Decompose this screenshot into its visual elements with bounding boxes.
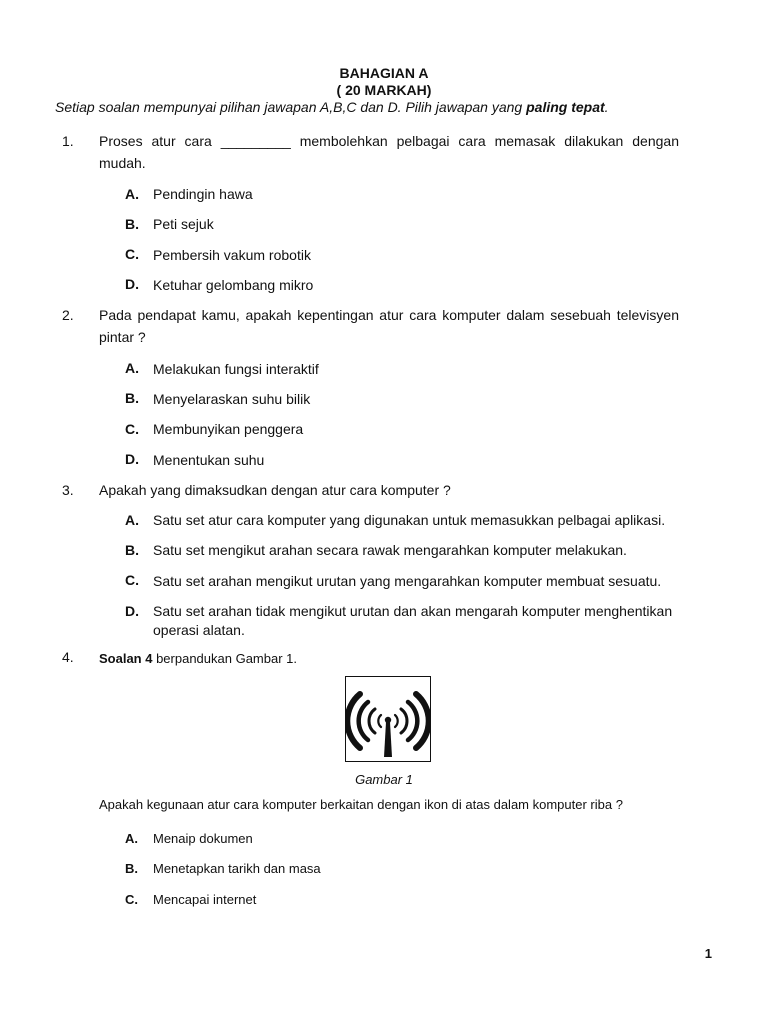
option-letter: A.: [125, 512, 139, 528]
question-text: Proses atur cara _________ membolehkan pelbagai cara memasak dilakukan dengan mudah.: [99, 133, 679, 171]
section-title: BAHAGIAN A: [339, 65, 429, 81]
question-intro-bold: Soalan 4: [99, 651, 153, 666]
option-letter: B.: [125, 390, 139, 406]
option-text: Satu set arahan tidak mengikut urutan dan akan mengarah komputer menghentikan operasi alatan.: [153, 603, 673, 638]
option-letter: C.: [125, 246, 139, 262]
question-number: 2.: [62, 307, 74, 323]
instruction-emphasis: paling tepat: [526, 99, 605, 115]
figure-caption: Gambar 1: [355, 772, 413, 787]
option-letter: A.: [125, 186, 139, 202]
option-text: Menentukan suhu: [153, 452, 265, 468]
option-text: Menaip dokumen: [153, 831, 253, 846]
option-text: Mencapai internet: [153, 892, 257, 907]
question-number: 3.: [62, 482, 74, 498]
question-intro-rest: berpandukan Gambar 1.: [152, 651, 298, 666]
marks-label: ( 20 MARKAH): [336, 82, 432, 98]
option-letter: A.: [125, 831, 138, 846]
instruction-prefix: Setiap soalan mempunyai pilihan jawapan A,B,C dan D. Pilih jawapan yang: [55, 99, 527, 115]
option-letter: B.: [125, 542, 139, 558]
option-letter: C.: [125, 892, 138, 907]
instructions: [55, 99, 609, 115]
wireless-signal-icon: [346, 677, 430, 761]
option-letter: B.: [125, 216, 139, 232]
option-letter: D.: [125, 276, 139, 292]
option-text: Pembersih vakum robotik: [153, 247, 311, 263]
option-text: Satu set atur cara komputer yang digunakan untuk memasukkan pelbagai aplikasi.: [153, 512, 666, 528]
option-text: Peti sejuk: [153, 216, 214, 232]
option-text: Menyelaraskan suhu bilik: [153, 391, 311, 407]
option-text: Melakukan fungsi interaktif: [153, 361, 319, 377]
question-text: Apakah kegunaan atur cara komputer berkaitan dengan ikon di atas dalam komputer riba ?: [99, 797, 623, 812]
option-text: Satu set arahan mengikut urutan yang mengarahkan komputer membuat sesuatu.: [153, 573, 662, 589]
question-intro: [99, 651, 297, 666]
option-letter: B.: [125, 861, 138, 876]
option-text: Membunyikan penggera: [153, 421, 304, 437]
instruction-suffix: .: [604, 99, 609, 115]
option-letter: C.: [125, 421, 139, 437]
option-text: Ketuhar gelombang mikro: [153, 277, 314, 293]
option-text: Satu set mengikut arahan secara rawak mengarahkan komputer melakukan.: [153, 542, 627, 558]
question-text: Apakah yang dimaksudkan dengan atur cara komputer ?: [99, 482, 451, 498]
option-text: Pendingin hawa: [153, 186, 253, 202]
page-number: 1: [704, 946, 712, 961]
question-text: Pada pendapat kamu, apakah kepentingan atur cara komputer dalam sesebuah televisyen pintar ?: [99, 307, 679, 345]
option-letter: C.: [125, 572, 139, 588]
figure-box: [345, 676, 431, 762]
option-text: Menetapkan tarikh dan masa: [153, 861, 321, 876]
option-letter: A.: [125, 360, 139, 376]
option-letter: D.: [125, 451, 139, 467]
question-number: 1.: [62, 133, 74, 149]
option-letter: D.: [125, 603, 139, 619]
question-number: 4.: [62, 649, 74, 665]
